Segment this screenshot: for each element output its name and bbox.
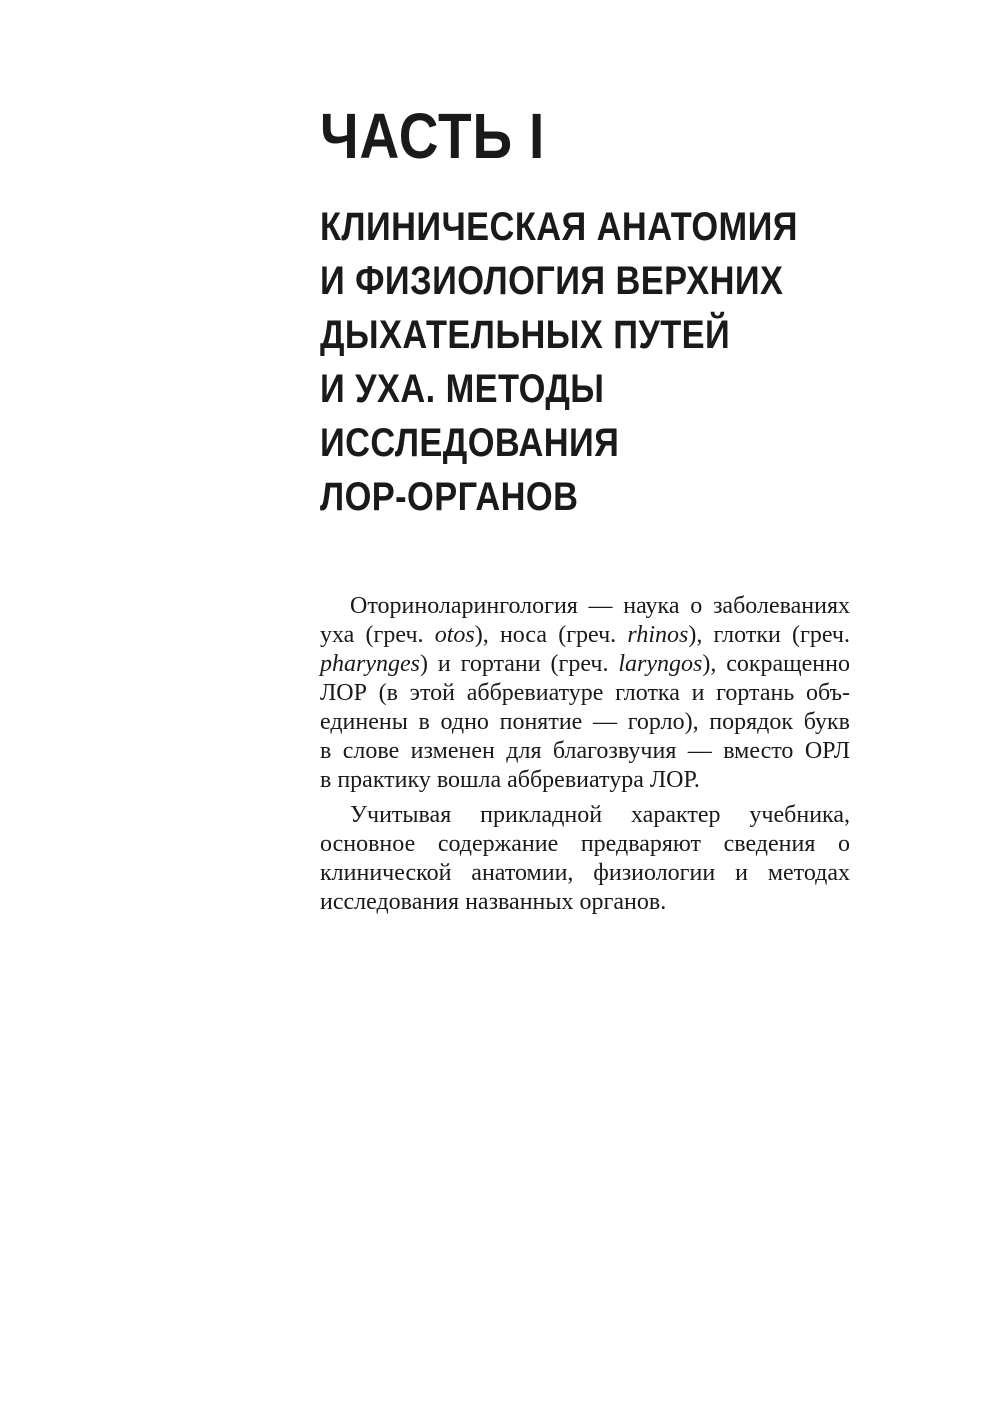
term-laryngos: laryngos <box>618 651 703 677</box>
term-rhinos: rhinos <box>627 622 689 648</box>
term-otos: otos <box>434 622 475 648</box>
text-line: ЛОР (в этой аббревиатуре глотка и гортань объ- <box>320 680 850 706</box>
text-line: клинической анатомии, физиологии и методах <box>320 860 850 886</box>
part-subtitle <box>320 200 798 524</box>
term-pharynges: pharynges <box>320 651 420 677</box>
text-line: уха (греч. otos), носа (греч. rhinos), глотки (греч. <box>320 622 850 648</box>
text-line: pharynges) и гортани (греч. laryngos), сокращенно <box>320 651 850 677</box>
subtitle-line-5: ИССЛЕДОВАНИЯ <box>320 421 620 465</box>
text-line: основное содержание предваряют сведения о <box>320 831 850 857</box>
text-line: в практику вошла аббревиатура ЛОР. <box>320 767 700 793</box>
text-line: исследования названных органов. <box>320 889 667 915</box>
text-line: Оториноларингология — наука о заболеваниях <box>350 593 850 619</box>
subtitle-line-2: И ФИЗИОЛОГИЯ ВЕРХНИХ <box>320 259 784 303</box>
text-line: в слове изменен для благозвучия — вместо ОРЛ <box>320 738 850 764</box>
part-title: ЧАСТЬ I <box>320 100 546 172</box>
paragraph-textbook <box>320 801 850 917</box>
subtitle-line-4: И УХА. МЕТОДЫ <box>320 367 605 411</box>
subtitle-line-6: ЛОР-ОРГАНОВ <box>320 475 579 519</box>
paragraph-intro <box>320 592 850 795</box>
subtitle-line-3: ДЫХАТЕЛЬНЫХ ПУТЕЙ <box>320 313 731 357</box>
body-text <box>320 592 850 923</box>
text-line: Учитывая прикладной характер учебника, <box>350 802 850 828</box>
subtitle-line-1: КЛИНИЧЕСКАЯ АНАТОМИЯ <box>320 205 798 249</box>
text-line: единены в одно понятие — горло), порядок букв <box>320 709 850 735</box>
